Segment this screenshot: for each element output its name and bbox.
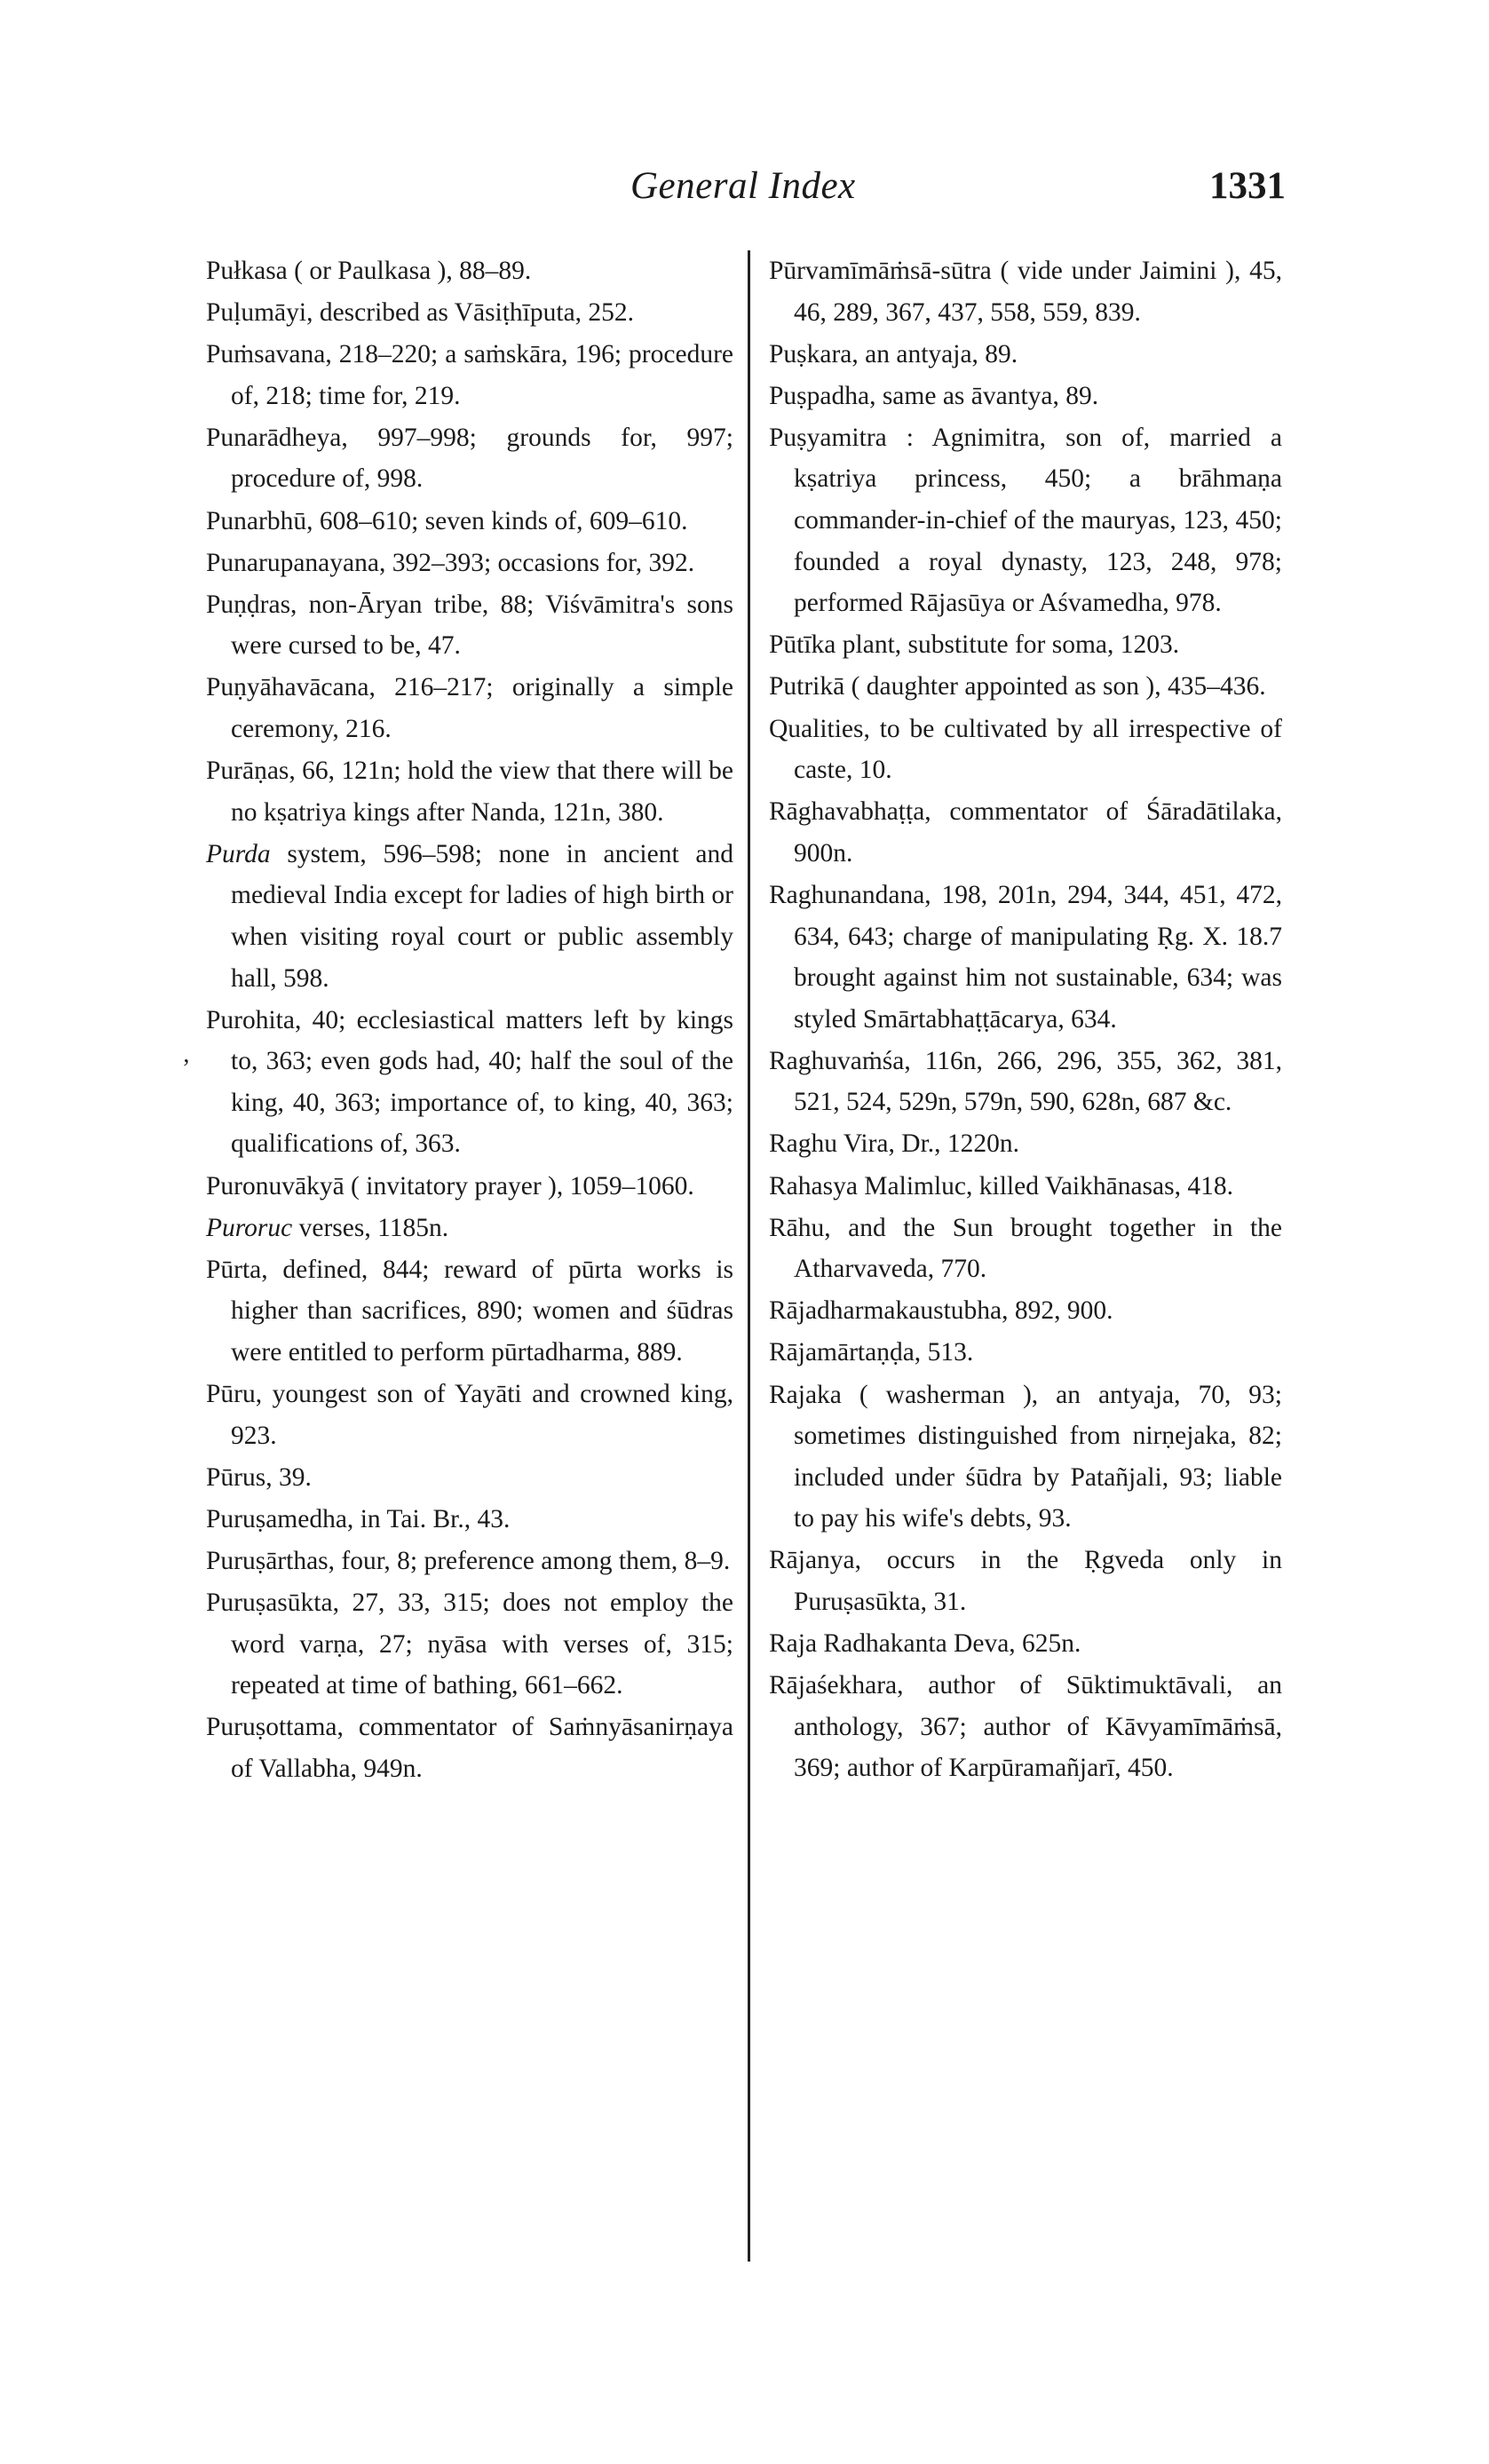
index-entry-lemma: Puroruc xyxy=(206,1213,293,1242)
index-entry-text: ( washerman ), an antyaja, 70, 93; sometimes distinguished from nirṇejaka, 82; included under śūdra by Patañjali, 93; liable to pay his wife's debts, 93. xyxy=(794,1380,1282,1533)
index-entry-lemma: Raghunandana, xyxy=(769,880,931,909)
index-entry-lemma: Raghu Vira, xyxy=(769,1129,895,1159)
index-entry-text: killed Vaikhānasas, 418. xyxy=(972,1171,1233,1200)
index-entry xyxy=(206,501,733,543)
index-entry xyxy=(769,1166,1282,1208)
index-entry-text: : Agnimitra, son of, married a kṣatriya princess, 450; a brāhmaṇa commander-in-chief of the mauryas, 123, 450; founded a royal dynasty, 123, 248, 978; performed Rājasūya or Aśvamedha, 978. xyxy=(794,423,1282,618)
index-entry-lemma: Pułkasa xyxy=(206,257,288,285)
margin-tick-mark: ʼ xyxy=(182,1055,191,1082)
index-entry-lemma: Rajaka xyxy=(769,1380,842,1409)
index-entry xyxy=(206,1166,733,1208)
index-entry xyxy=(206,1582,733,1707)
index-entry-lemma: Puḷumāyi, xyxy=(206,298,313,328)
index-entry-lemma: Raghuvaṁśa, xyxy=(769,1046,911,1075)
index-entry xyxy=(206,292,733,334)
index-entry-text: commentator of Saṁnyāsanirṇaya of Vallabha, 949n. xyxy=(231,1713,733,1783)
index-entry-text: 27, 33, 315; does not employ the word varṇa, 27; nyāsa with verses of, 315; repeated at time of bathing, 661–662. xyxy=(231,1589,733,1700)
index-entry-lemma: Puṣkara, xyxy=(769,339,859,368)
index-entry xyxy=(206,250,733,292)
index-entry-lemma: Pūru, xyxy=(206,1380,263,1409)
index-entry-text: system, 596–598; none in ancient and medieval India except for ladies of high birth or when visiting royal court or public assembly hall, 598. xyxy=(231,839,733,993)
index-entry-text: 997–998; grounds for, 997; procedure of, 998. xyxy=(231,423,733,494)
index-entry-text: described as Vāsiṭhīputa, 252. xyxy=(313,298,635,328)
index-entry-text: verses, 1185n. xyxy=(292,1213,449,1242)
index-entry-text: 198, 201n, 294, 344, 451, 472, 634, 643; charge of manipulating Ṛg. X. 18.7 brought against him not sustainable, 634; was styled Smārtabhaṭṭācarya, 634. xyxy=(794,880,1282,1034)
index-entry xyxy=(769,1208,1282,1290)
index-entry-lemma: Punarbhū, xyxy=(206,506,313,535)
column-divider xyxy=(748,250,750,2262)
index-entry-text: 216–217; originally a simple ceremony, 216. xyxy=(231,673,733,744)
index-entry xyxy=(206,1374,733,1456)
index-entry-lemma: Rāhu, xyxy=(769,1213,831,1242)
index-entry-text: 40; ecclesiastical matters left by kings to, 363; even gods had, 40; half the soul of the king, 40, 363; importance of, to king, 40, 363; qualifications of, 363. xyxy=(231,1005,733,1159)
index-entry xyxy=(206,584,733,667)
index-entry-lemma: Puṣyamitra xyxy=(769,423,887,452)
index-entry-text: plant, substitute for soma, 1203. xyxy=(836,630,1180,660)
index-entry xyxy=(206,667,733,749)
index-entry-text: 39. xyxy=(272,1462,312,1492)
index-entry-lemma: Puṇḍras, xyxy=(206,590,297,619)
index-entry-lemma: Purda xyxy=(206,839,271,868)
index-entry-lemma: Qualities, xyxy=(769,714,870,743)
index-entry-lemma: Purohita, xyxy=(206,1005,302,1034)
index-entry-lemma: Rājamārtaṇḍa, xyxy=(769,1338,922,1367)
index-entry-lemma: Putrikā xyxy=(769,672,845,701)
index-entry xyxy=(769,1665,1282,1789)
index-entry-text: 66, 121n; hold the view that there will be no kṣatriya kings after Nanda, 121n, 380. xyxy=(231,757,733,827)
index-entry-lemma: Pūrvamīmāṁsā-sūtra xyxy=(769,257,992,285)
index-entry-text: in Tai. Br., 43. xyxy=(353,1504,511,1533)
index-entry xyxy=(769,666,1282,708)
index-entry-text: 218–220; a saṁskāra, 196; procedure of, 218; time for, 219. xyxy=(231,340,733,410)
index-entry-lemma: Puruṣasūkta, xyxy=(206,1589,339,1617)
index-entry-text: ( or Paulkasa ), 88–89. xyxy=(287,257,532,285)
running-title: General Index xyxy=(630,165,856,207)
index-entry-text: commentator of Śāradātilaka, 900n. xyxy=(794,797,1282,868)
index-entry xyxy=(206,1457,733,1499)
index-entry-text: an antyaja, 89. xyxy=(858,339,1018,368)
index-entry xyxy=(769,1290,1282,1332)
index-entry-lemma: Punarādheya, xyxy=(206,423,348,452)
index-entry-lemma: Puruṣamedha, xyxy=(206,1504,354,1533)
index-entry xyxy=(769,1540,1282,1622)
index-entry-text: four, 8; preference among them, 8–9. xyxy=(335,1546,731,1575)
index-entry xyxy=(206,1249,733,1374)
index-entry-lemma: Rājaśekhara, xyxy=(769,1671,904,1700)
index-entry-lemma: Rājanya, xyxy=(769,1546,862,1575)
index-entry xyxy=(769,1332,1282,1374)
index-entry-lemma: Pūrta, xyxy=(206,1255,268,1284)
index-entry-lemma: Pūtīka xyxy=(769,630,836,660)
index-column-right xyxy=(769,250,1282,1789)
index-entry-text: occurs in the Ṛgveda only in Puruṣasūkta, 31. xyxy=(794,1546,1282,1616)
index-entry xyxy=(206,750,733,833)
index-entry-lemma: Puṁsavana, xyxy=(206,340,332,369)
index-entry-text: and the Sun brought together in the Atharvaveda, 770. xyxy=(794,1213,1282,1284)
index-entry-text: 892, 900. xyxy=(1008,1296,1113,1326)
index-entry xyxy=(769,1623,1282,1665)
page-header xyxy=(0,164,1489,218)
index-entry-text: 116n, 266, 296, 355, 362, 381, 521, 524, 529n, 579n, 590, 628n, 687 &c. xyxy=(794,1046,1282,1117)
index-entry xyxy=(206,543,733,584)
index-entry-text: 625n. xyxy=(1015,1629,1081,1659)
index-entry-lemma: Puruṣottama, xyxy=(206,1713,344,1742)
index-entry xyxy=(769,875,1282,1040)
index-entry-text: Dr., 1220n. xyxy=(894,1129,1020,1159)
index-entry xyxy=(206,1541,733,1582)
index-entry xyxy=(769,376,1282,417)
index-entry-text: ( invitatory prayer ), 1059–1060. xyxy=(344,1171,694,1200)
index-entry-lemma: Puṣpadha, xyxy=(769,381,876,410)
index-entry-lemma: Rāghavabhaṭṭa, xyxy=(769,797,931,827)
index-entry-text: ( vide under Jaimini ), 45, 46, 289, 367, 437, 558, 559, 839. xyxy=(794,257,1282,327)
index-entry-text: defined, 844; reward of pūrta works is higher than sacrifices, 890; women and śūdras were entitled to perform pūrtadharma, 889. xyxy=(231,1255,733,1367)
index-entry-lemma: Rahasya Malimluc, xyxy=(769,1171,973,1200)
index-entry xyxy=(206,1000,733,1165)
index-entry-text: 513. xyxy=(921,1338,974,1367)
index-entry-text: ( daughter appointed as son ), 435–436. xyxy=(844,672,1266,701)
index-entry-text: author of Sūktimuktāvali, an anthology, 367; author of Kāvyamīmāṁsā, 369; author of Karpūramañjarī, 450. xyxy=(794,1671,1282,1783)
index-entry xyxy=(206,1208,733,1249)
index-entry xyxy=(206,1707,733,1789)
index-entry-lemma: Punarupanayana, xyxy=(206,548,386,577)
page-number: 1331 xyxy=(1209,165,1286,207)
index-entry xyxy=(206,417,733,500)
index-entry-lemma: Puronuvākyā xyxy=(206,1171,345,1200)
index-entry-lemma: Raja Radhakanta Deva, xyxy=(769,1629,1016,1659)
index-entry xyxy=(769,709,1282,791)
index-entry xyxy=(769,791,1282,874)
index-entry-text: to be cultivated by all irrespective of caste, 10. xyxy=(794,714,1282,785)
index-entry-lemma: Rājadharmakaustubha, xyxy=(769,1296,1009,1326)
index-entry xyxy=(206,834,733,999)
index-entry xyxy=(206,1499,733,1541)
index-entry xyxy=(769,1041,1282,1123)
index-entry-text: 608–610; seven kinds of, 609–610. xyxy=(313,506,688,535)
index-entry xyxy=(769,334,1282,376)
index-entry-text: same as āvantya, 89. xyxy=(875,381,1099,410)
index-column-left xyxy=(206,250,733,1790)
index-entry xyxy=(769,624,1282,666)
index-entry xyxy=(206,334,733,416)
index-entry-text: non-Āryan tribe, 88; Viśvāmitra's sons were cursed to be, 47. xyxy=(231,590,733,661)
index-entry-lemma: Puṇyāhavācana, xyxy=(206,673,376,702)
index-entry xyxy=(769,250,1282,333)
index-entry xyxy=(769,1375,1282,1540)
index-entry-lemma: Purāṇas, xyxy=(206,757,296,786)
index-entry-text: youngest son of Yayāti and crowned king, 923. xyxy=(231,1380,733,1450)
index-entry-lemma: Pūrus, xyxy=(206,1462,273,1492)
index-entry xyxy=(769,1123,1282,1165)
index-entry-lemma: Puruṣārthas, xyxy=(206,1546,336,1575)
index-entry-text: 392–393; occasions for, 392. xyxy=(385,548,695,577)
index-entry xyxy=(769,417,1282,624)
